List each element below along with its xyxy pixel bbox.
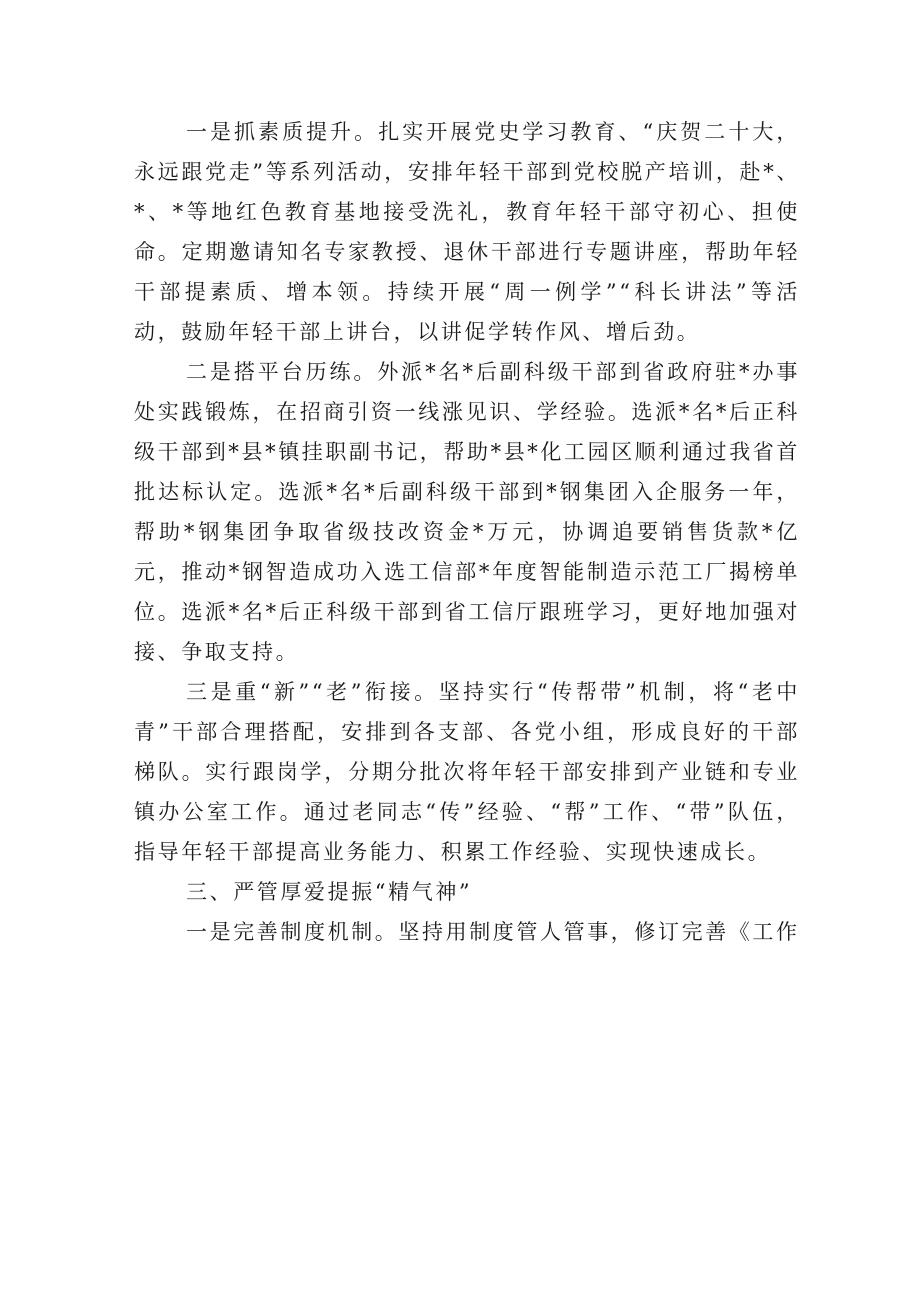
paragraph-platform-training: 二是搭平台历练。外派*名*后副科级干部到省政府驻*办事处实践锻炼，在招商引资一线涨见识、学经验。选派*名*后正科级干部到*县*镇挂职副书记，帮助*县*化工园区顺利通过我省首批达标认定。选派*名*后副科级干部到*钢集团入企服务一年，帮助*钢集团争取省级技改资金*万元，协调追要销售货款*亿元，推动*钢智造成功入选工信部*年度智能制造示范工厂揭榜单位。选派*名*后正科级干部到省工信厅跟班学习，更好地加强对接、争取支持。 [134, 360, 800, 664]
paragraph-quality-improvement: 一是抓素质提升。扎实开展党史学习教育、“庆贺二十大，永远跟党走”等系列活动，安排年轻干部到党校脱产培训，赴*、*、*等地红色教育基地接受洗礼，教育年轻干部守初心、担使命。定期邀请知名专家教授、退休干部进行专题讲座，帮助年轻干部提素质、增本领。持续开展“周一例学”“科长讲法”等活动，鼓励年轻干部上讲台，以讲促学转作风、增后劲。 [134, 120, 800, 344]
paragraph-system-mechanism: 一是完善制度机制。坚持用制度管人管事，修订完善《工作 [186, 920, 800, 944]
section-heading-strict-care: 三、严管厚爱提振“精气神” [186, 880, 473, 904]
paragraph-new-old-connection: 三是重“新”“老”衔接。坚持实行“传帮带”机制，将“老中青”干部合理搭配，安排到各支部、各党小组，形成良好的干部梯队。实行跟岗学，分期分批次将年轻干部安排到产业链和专业镇办公室工作。通过老同志“传”经验、“帮”工作、“带”队伍，指导年轻干部提高业务能力、积累工作经验、实现快速成长。 [134, 680, 800, 864]
